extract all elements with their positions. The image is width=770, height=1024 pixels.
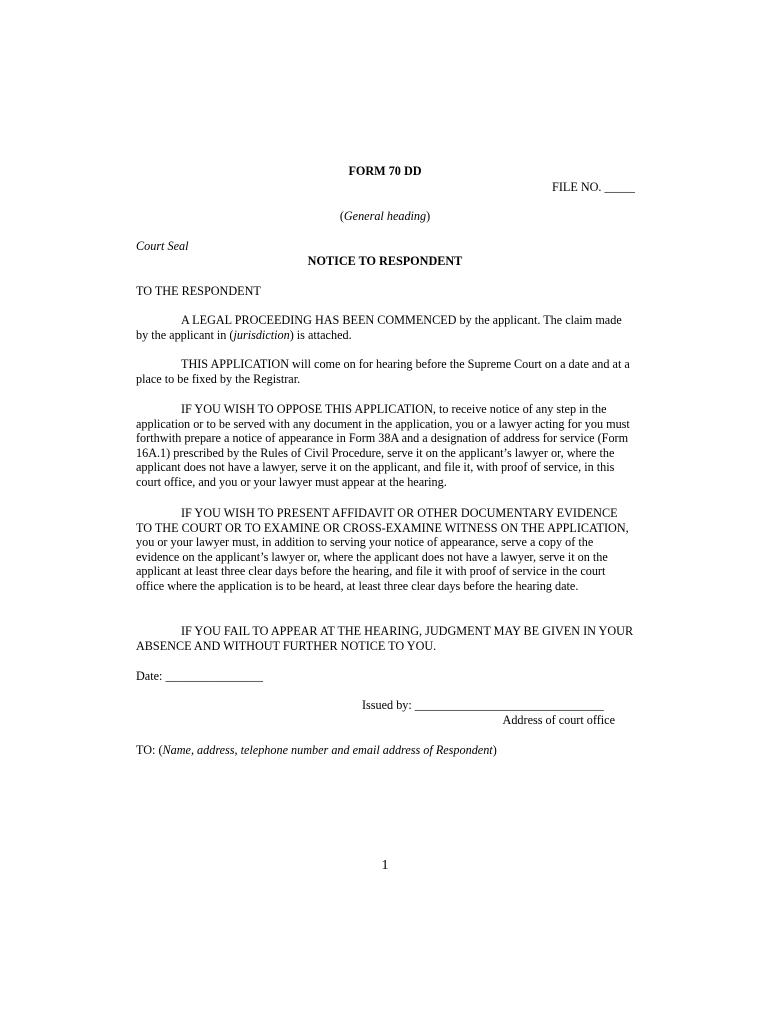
date-line: Date: ________________	[136, 669, 263, 683]
paragraph-evidence: IF YOU WISH TO PRESENT AFFIDAVIT OR OTHER DOCUMENTARY EVIDENCE TO THE COURT OR TO EXAMINE OR CROSS-EXAMINE WITNESS ON THE APPLICATION, you or your lawyer must, in addition to serving your notice of appearance, serve a copy of the evidence on the applicant’s lawyer or, where the applicant does not have a lawyer, serve it on the applicant at least three clear days before the hearing, and file it with proof of service in the court office where the application is to be heard, at least three clear days before the hearing date.	[136, 506, 629, 593]
general-heading: (General heading)	[339, 209, 431, 223]
to-respondent-details: TO: (Name, address, telephone number and email address of Respondent)	[136, 743, 497, 757]
to-respondent-heading: TO THE RESPONDENT	[136, 284, 261, 298]
notice-title: NOTICE TO RESPONDENT	[307, 254, 463, 268]
file-number: FILE NO. _____	[552, 180, 635, 194]
court-seal: Court Seal	[136, 239, 189, 253]
paragraph-hearing: THIS APPLICATION will come on for hearing before the Supreme Court on a date and at a place to be fixed by the Registrar.	[136, 357, 630, 386]
issued-by-line: Issued by: _______________________________	[362, 698, 604, 712]
form-title: FORM 70 DD	[348, 164, 422, 178]
paragraph-proceeding-commenced: A LEGAL PROCEEDING HAS BEEN COMMENCED by the applicant. The claim made by the applicant in (jurisdiction) is attached.	[136, 313, 622, 342]
page-number: 1	[381, 858, 389, 873]
paragraph-fail-to-appear: IF YOU FAIL TO APPEAR AT THE HEARING, JUDGMENT MAY BE GIVEN IN YOUR ABSENCE AND WITHOUT FURTHER NOTICE TO YOU.	[136, 624, 634, 653]
court-office-address: Address of court office	[502, 713, 615, 727]
paragraph-oppose: IF YOU WISH TO OPPOSE THIS APPLICATION, to receive notice of any step in the application or to be served with any document in the application, you or a lawyer acting for you must forthwith prepare a notice of appearance in Form 38A and a designation of address for service (Form 16A.1) prescribed by the Rules of Civil Procedure, serve it on the applicant’s lawyer or, where the applicant does not have a lawyer, serve it on the applicant, and file it, with proof of service, in this court office, and you or your lawyer must appear at the hearing.	[136, 402, 630, 489]
